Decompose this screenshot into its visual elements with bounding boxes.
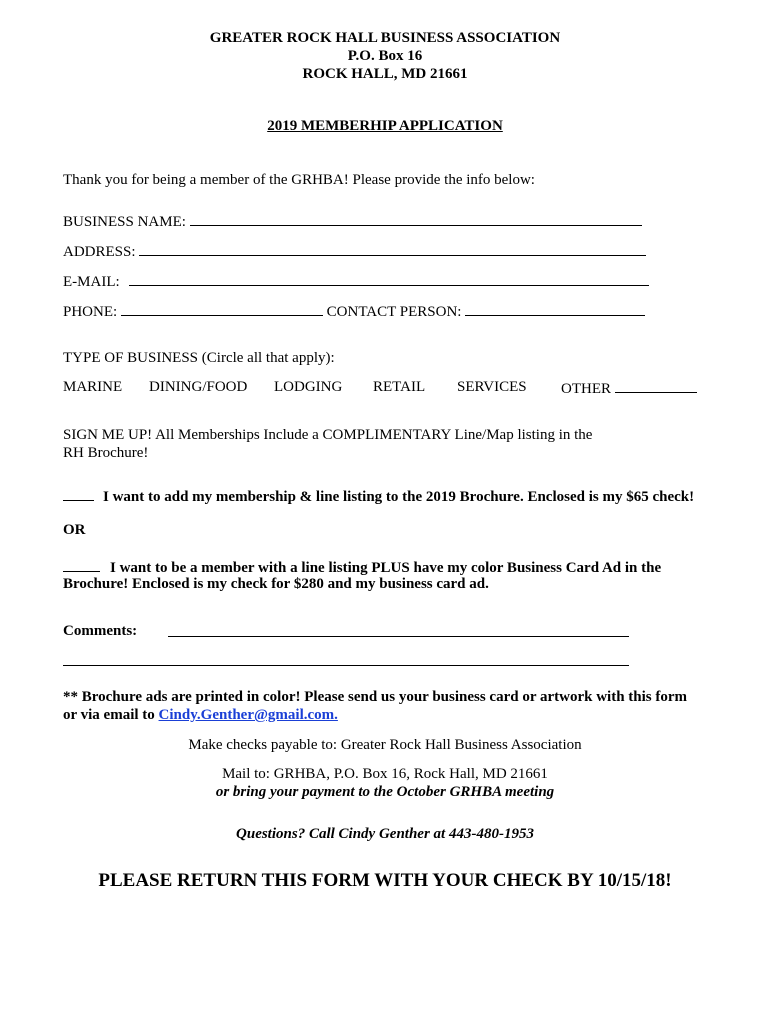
business-name-field[interactable] [190,211,642,226]
email-field[interactable] [129,271,649,286]
option-1-text: I want to add my membership & line listing to the 2019 Brochure. Enclosed is my $65 check! [103,489,695,505]
form-title: 2019 MEMBERHIP APPLICATION [267,118,503,134]
brochure-note-line-1: ** Brochure ads are printed in color! Please send us your business card or artwork with this form [63,689,688,705]
option-1-checkline[interactable] [63,486,94,501]
business-type-option[interactable]: LODGING [274,379,343,395]
mail-to-text: Mail to: GRHBA, P.O. Box 16, Rock Hall, MD 21661 [222,766,548,782]
phone-field[interactable] [121,301,323,316]
option-2-line-1: I want to be a member with a line listing PLUS have my color Business Card Ad in the [110,560,662,576]
phone-row [63,301,645,321]
or-label: OR [63,522,86,538]
org-city-state: ROCK HALL, MD 21661 [302,66,468,82]
email-row [63,271,649,291]
other-field[interactable] [615,378,697,393]
business-type-option[interactable]: OTHER [561,381,611,397]
address-row [63,241,646,261]
business-name-row [63,211,642,231]
business-type-option[interactable]: SERVICES [457,379,527,395]
signup-line-1: SIGN ME UP! All Memberships Include a COMPLIMENTARY Line/Map listing in the [63,427,593,443]
brochure-note-prefix: or via email to [63,707,159,723]
comments-label: Comments: [63,623,138,639]
contact-person-label: CONTACT PERSON: [326,304,462,320]
business-name-label: BUSINESS NAME: [63,214,186,230]
business-type-option[interactable]: MARINE [63,379,123,395]
comments-line-2[interactable] [63,665,629,666]
comments-line-1[interactable] [168,636,629,637]
brochure-note-line-2 [63,706,338,724]
business-type-other [561,378,697,398]
payable-text: Make checks payable to: Greater Rock Hall Business Association [188,737,582,753]
contact-person-field[interactable] [465,301,645,316]
bring-payment-text: or bring your payment to the October GRHBA meeting [215,784,555,800]
address-field[interactable] [139,241,646,256]
option-2-row [63,557,661,577]
email-label: E-MAIL: [63,274,120,290]
intro-text: Thank you for being a member of the GRHBA! Please provide the info below: [63,172,535,188]
option-2-checkline[interactable] [63,557,100,572]
org-name: GREATER ROCK HALL BUSINESS ASSOCIATION [209,30,561,46]
phone-label: PHONE: [63,304,118,320]
questions-text: Questions? Call Cindy Genther at 443-480-1953 [236,826,534,842]
business-type-option[interactable]: DINING/FOOD [149,379,248,395]
return-notice: PLEASE RETURN THIS FORM WITH YOUR CHECK BY 10/15/18! [98,870,672,891]
option-2-line-2: Brochure! Enclosed is my check for $280 and my business card ad. [63,576,489,592]
signup-line-2: RH Brochure! [63,445,149,461]
business-type-option[interactable]: RETAIL [373,379,426,395]
email-link[interactable]: Cindy.Genther@gmail.com. [158,707,338,723]
address-label: ADDRESS: [63,244,136,260]
business-type-label: TYPE OF BUSINESS (Circle all that apply): [63,350,335,366]
option-1-row [63,486,694,506]
org-po-box: P.O. Box 16 [347,48,423,64]
